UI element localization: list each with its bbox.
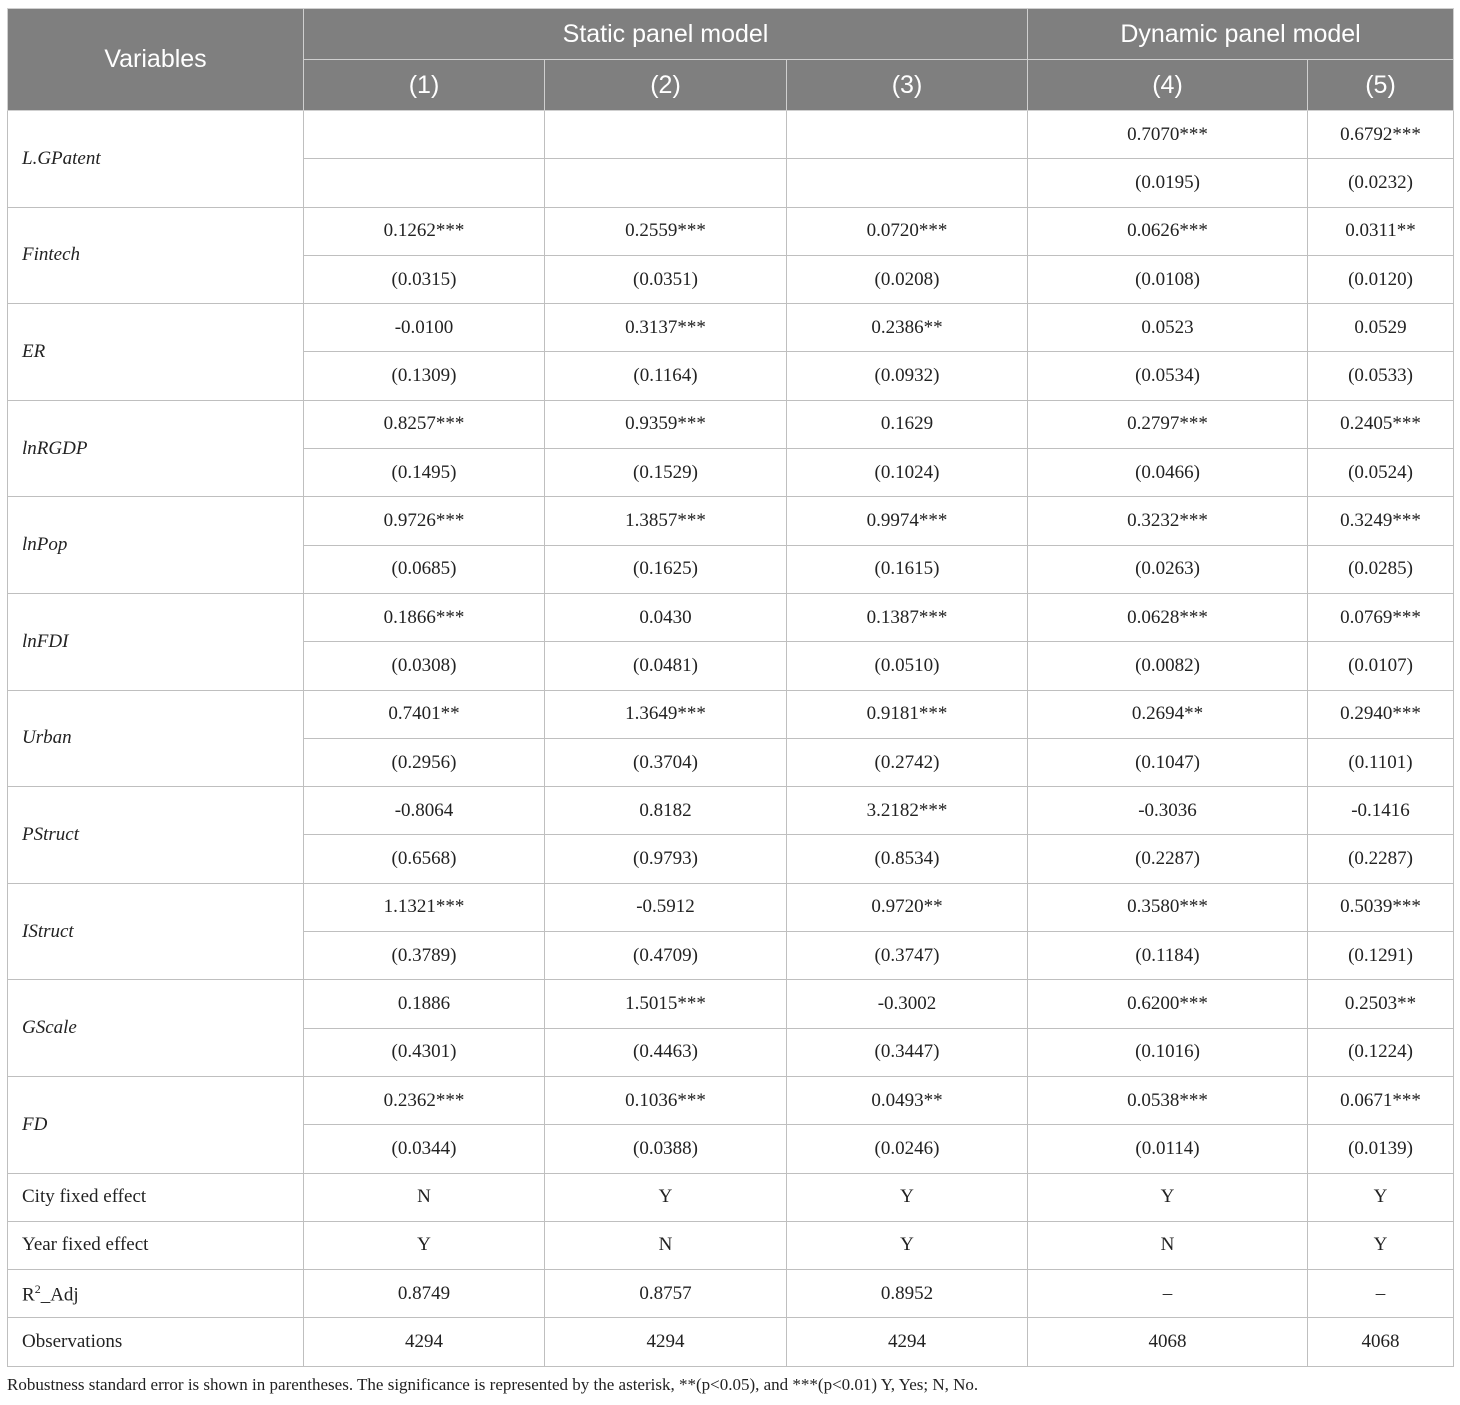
table-row-r2 [8, 1270, 1454, 1318]
table-row-coef [8, 593, 1454, 641]
coef-cell: 0.2386** [787, 304, 1028, 352]
variable-name: L.GPatent [8, 111, 304, 208]
regression-table-container [7, 8, 1453, 1395]
coef-cell: 0.5039*** [1308, 883, 1454, 931]
city-fe-label: City fixed effect [8, 1173, 304, 1221]
se-cell: (0.1224) [1308, 1028, 1454, 1076]
coef-cell: 0.1886 [304, 980, 545, 1028]
coef-cell: 0.2559*** [545, 207, 787, 255]
header-col-1: (1) [304, 60, 545, 111]
se-cell: (0.1016) [1028, 1028, 1308, 1076]
variable-name: Urban [8, 690, 304, 787]
variable-name: lnPop [8, 497, 304, 594]
coef-cell: 0.0671*** [1308, 1076, 1454, 1124]
coef-cell: -0.0100 [304, 304, 545, 352]
coef-cell: 0.3249*** [1308, 497, 1454, 545]
header-col-2: (2) [545, 60, 787, 111]
se-cell: (0.0685) [304, 545, 545, 593]
coef-cell: 0.9181*** [787, 690, 1028, 738]
se-cell: (0.1184) [1028, 932, 1308, 980]
header-dynamic-panel: Dynamic panel model [1028, 9, 1454, 60]
r2-label [8, 1270, 304, 1318]
table-row-observations [8, 1318, 1454, 1366]
se-cell [787, 159, 1028, 207]
coef-cell: 0.9974*** [787, 497, 1028, 545]
header-col-3: (3) [787, 60, 1028, 111]
r2-cell: 0.8749 [304, 1270, 545, 1318]
coef-cell: 0.2405*** [1308, 400, 1454, 448]
se-cell: (0.0932) [787, 352, 1028, 400]
se-cell: (0.4463) [545, 1028, 787, 1076]
r2-label-sup: 2 [34, 1281, 41, 1296]
se-cell: (0.0533) [1308, 352, 1454, 400]
variable-name: Fintech [8, 207, 304, 304]
variable-name: IStruct [8, 883, 304, 980]
se-cell: (0.1024) [787, 449, 1028, 497]
se-cell: (0.3789) [304, 932, 545, 980]
coef-cell: 0.2940*** [1308, 690, 1454, 738]
se-cell: (0.1291) [1308, 932, 1454, 980]
se-cell: (0.2287) [1028, 835, 1308, 883]
table-row-year-fe [8, 1221, 1454, 1269]
se-cell: (0.0263) [1028, 545, 1308, 593]
table-row-city-fe [8, 1173, 1454, 1221]
variable-name: GScale [8, 980, 304, 1077]
coef-cell: 0.0523 [1028, 304, 1308, 352]
coef-cell: 0.2503** [1308, 980, 1454, 1028]
se-cell: (0.0208) [787, 255, 1028, 303]
se-cell: (0.0510) [787, 642, 1028, 690]
coef-cell: 0.1629 [787, 400, 1028, 448]
coef-cell: 0.8182 [545, 787, 787, 835]
coef-cell: 0.3580*** [1028, 883, 1308, 931]
coef-cell: -0.5912 [545, 883, 787, 931]
se-cell: (0.0524) [1308, 449, 1454, 497]
observations-cell: 4068 [1028, 1318, 1308, 1366]
city-fe-cell: N [304, 1173, 545, 1221]
coef-cell: 0.0493** [787, 1076, 1028, 1124]
r2-label-main: R [22, 1283, 35, 1305]
year-fe-cell: Y [787, 1221, 1028, 1269]
coef-cell: 0.3137*** [545, 304, 787, 352]
coef-cell: -0.3036 [1028, 787, 1308, 835]
se-cell: (0.0308) [304, 642, 545, 690]
variable-name: lnFDI [8, 593, 304, 690]
se-cell: (0.8534) [787, 835, 1028, 883]
r2-label-rest: _Adj [40, 1283, 79, 1305]
coef-cell: 0.2362*** [304, 1076, 545, 1124]
observations-cell: 4068 [1308, 1318, 1454, 1366]
coef-cell: 0.3232*** [1028, 497, 1308, 545]
coef-cell: 0.2797*** [1028, 400, 1308, 448]
se-cell: (0.0534) [1028, 352, 1308, 400]
se-cell: (0.0246) [787, 1125, 1028, 1173]
se-cell: (0.1047) [1028, 738, 1308, 786]
coef-cell: 0.0311** [1308, 207, 1454, 255]
table-row-coef [8, 1076, 1454, 1124]
table-row-coef [8, 400, 1454, 448]
se-cell: (0.0315) [304, 255, 545, 303]
se-cell: (0.2956) [304, 738, 545, 786]
se-cell: (0.3447) [787, 1028, 1028, 1076]
table-row-coef [8, 304, 1454, 352]
se-cell: (0.6568) [304, 835, 545, 883]
coef-cell [545, 111, 787, 159]
table-row-coef [8, 111, 1454, 159]
se-cell: (0.1615) [787, 545, 1028, 593]
se-cell [545, 159, 787, 207]
se-cell: (0.0285) [1308, 545, 1454, 593]
coef-cell: 0.0769*** [1308, 593, 1454, 641]
header-col-4: (4) [1028, 60, 1308, 111]
se-cell: (0.0344) [304, 1125, 545, 1173]
table-body [8, 111, 1454, 1367]
se-cell: (0.0351) [545, 255, 787, 303]
variable-name: ER [8, 304, 304, 401]
se-cell: (0.0466) [1028, 449, 1308, 497]
coef-cell: 0.0430 [545, 593, 787, 641]
coef-cell: 1.3649*** [545, 690, 787, 738]
coef-cell: 0.0720*** [787, 207, 1028, 255]
table-row-coef [8, 883, 1454, 931]
coef-cell: 0.7070*** [1028, 111, 1308, 159]
se-cell [304, 159, 545, 207]
observations-cell: 4294 [787, 1318, 1028, 1366]
observations-cell: 4294 [545, 1318, 787, 1366]
se-cell: (0.4709) [545, 932, 787, 980]
se-cell: (0.0139) [1308, 1125, 1454, 1173]
year-fe-label: Year fixed effect [8, 1221, 304, 1269]
coef-cell: 1.1321*** [304, 883, 545, 931]
coef-cell: 0.9720** [787, 883, 1028, 931]
city-fe-cell: Y [545, 1173, 787, 1221]
coef-cell: -0.8064 [304, 787, 545, 835]
coef-cell: 0.1036*** [545, 1076, 787, 1124]
se-cell: (0.1101) [1308, 738, 1454, 786]
se-cell: (0.2742) [787, 738, 1028, 786]
city-fe-cell: Y [787, 1173, 1028, 1221]
se-cell: (0.4301) [304, 1028, 545, 1076]
coef-cell: 0.0538*** [1028, 1076, 1308, 1124]
year-fe-cell: N [545, 1221, 787, 1269]
city-fe-cell: Y [1308, 1173, 1454, 1221]
se-cell: (0.1164) [545, 352, 787, 400]
coef-cell: 0.0628*** [1028, 593, 1308, 641]
observations-cell: 4294 [304, 1318, 545, 1366]
header-col-5: (5) [1308, 60, 1454, 111]
se-cell: (0.1625) [545, 545, 787, 593]
se-cell: (0.0107) [1308, 642, 1454, 690]
se-cell: (0.2287) [1308, 835, 1454, 883]
city-fe-cell: Y [1028, 1173, 1308, 1221]
variable-name: FD [8, 1076, 304, 1173]
coef-cell: 0.2694** [1028, 690, 1308, 738]
se-cell: (0.1309) [304, 352, 545, 400]
se-cell: (0.9793) [545, 835, 787, 883]
table-row-coef [8, 690, 1454, 738]
se-cell: (0.1495) [304, 449, 545, 497]
coef-cell: 0.6200*** [1028, 980, 1308, 1028]
se-cell: (0.0108) [1028, 255, 1308, 303]
coef-cell: 0.8257*** [304, 400, 545, 448]
se-cell: (0.0120) [1308, 255, 1454, 303]
table-row-coef [8, 207, 1454, 255]
coef-cell: 0.1866*** [304, 593, 545, 641]
table-row-coef [8, 787, 1454, 835]
se-cell: (0.1529) [545, 449, 787, 497]
coef-cell: 0.0626*** [1028, 207, 1308, 255]
year-fe-cell: Y [1308, 1221, 1454, 1269]
table-footnote: Robustness standard error is shown in parentheses. The significance is represented by the asterisk, **(p<0.05), and ***(p<0.01) Y, Yes; N, No. [7, 1374, 979, 1394]
table-row-coef [8, 497, 1454, 545]
se-cell: (0.3704) [545, 738, 787, 786]
se-cell: (0.3747) [787, 932, 1028, 980]
coef-cell: 0.9726*** [304, 497, 545, 545]
coef-cell: 1.3857*** [545, 497, 787, 545]
header-static-panel: Static panel model [304, 9, 1028, 60]
header-variables: Variables [8, 9, 304, 111]
se-cell: (0.0082) [1028, 642, 1308, 690]
table-row-coef [8, 980, 1454, 1028]
r2-cell: 0.8757 [545, 1270, 787, 1318]
coef-cell: 1.5015*** [545, 980, 787, 1028]
coef-cell: 0.1387*** [787, 593, 1028, 641]
r2-cell: – [1308, 1270, 1454, 1318]
coef-cell: 0.1262*** [304, 207, 545, 255]
r2-cell: 0.8952 [787, 1270, 1028, 1318]
year-fe-cell: Y [304, 1221, 545, 1269]
se-cell: (0.0195) [1028, 159, 1308, 207]
coef-cell: 0.6792*** [1308, 111, 1454, 159]
coef-cell: 3.2182*** [787, 787, 1028, 835]
observations-label: Observations [8, 1318, 304, 1366]
regression-table [7, 8, 1454, 1367]
se-cell: (0.0388) [545, 1125, 787, 1173]
coef-cell: 0.9359*** [545, 400, 787, 448]
coef-cell: 0.0529 [1308, 304, 1454, 352]
coef-cell: 0.7401** [304, 690, 545, 738]
coef-cell: -0.1416 [1308, 787, 1454, 835]
coef-cell [787, 111, 1028, 159]
coef-cell [304, 111, 545, 159]
variable-name: PStruct [8, 787, 304, 884]
se-cell: (0.0114) [1028, 1125, 1308, 1173]
variable-name: lnRGDP [8, 400, 304, 497]
r2-cell: – [1028, 1270, 1308, 1318]
table-header [8, 9, 1454, 111]
se-cell: (0.0481) [545, 642, 787, 690]
year-fe-cell: N [1028, 1221, 1308, 1269]
se-cell: (0.0232) [1308, 159, 1454, 207]
coef-cell: -0.3002 [787, 980, 1028, 1028]
